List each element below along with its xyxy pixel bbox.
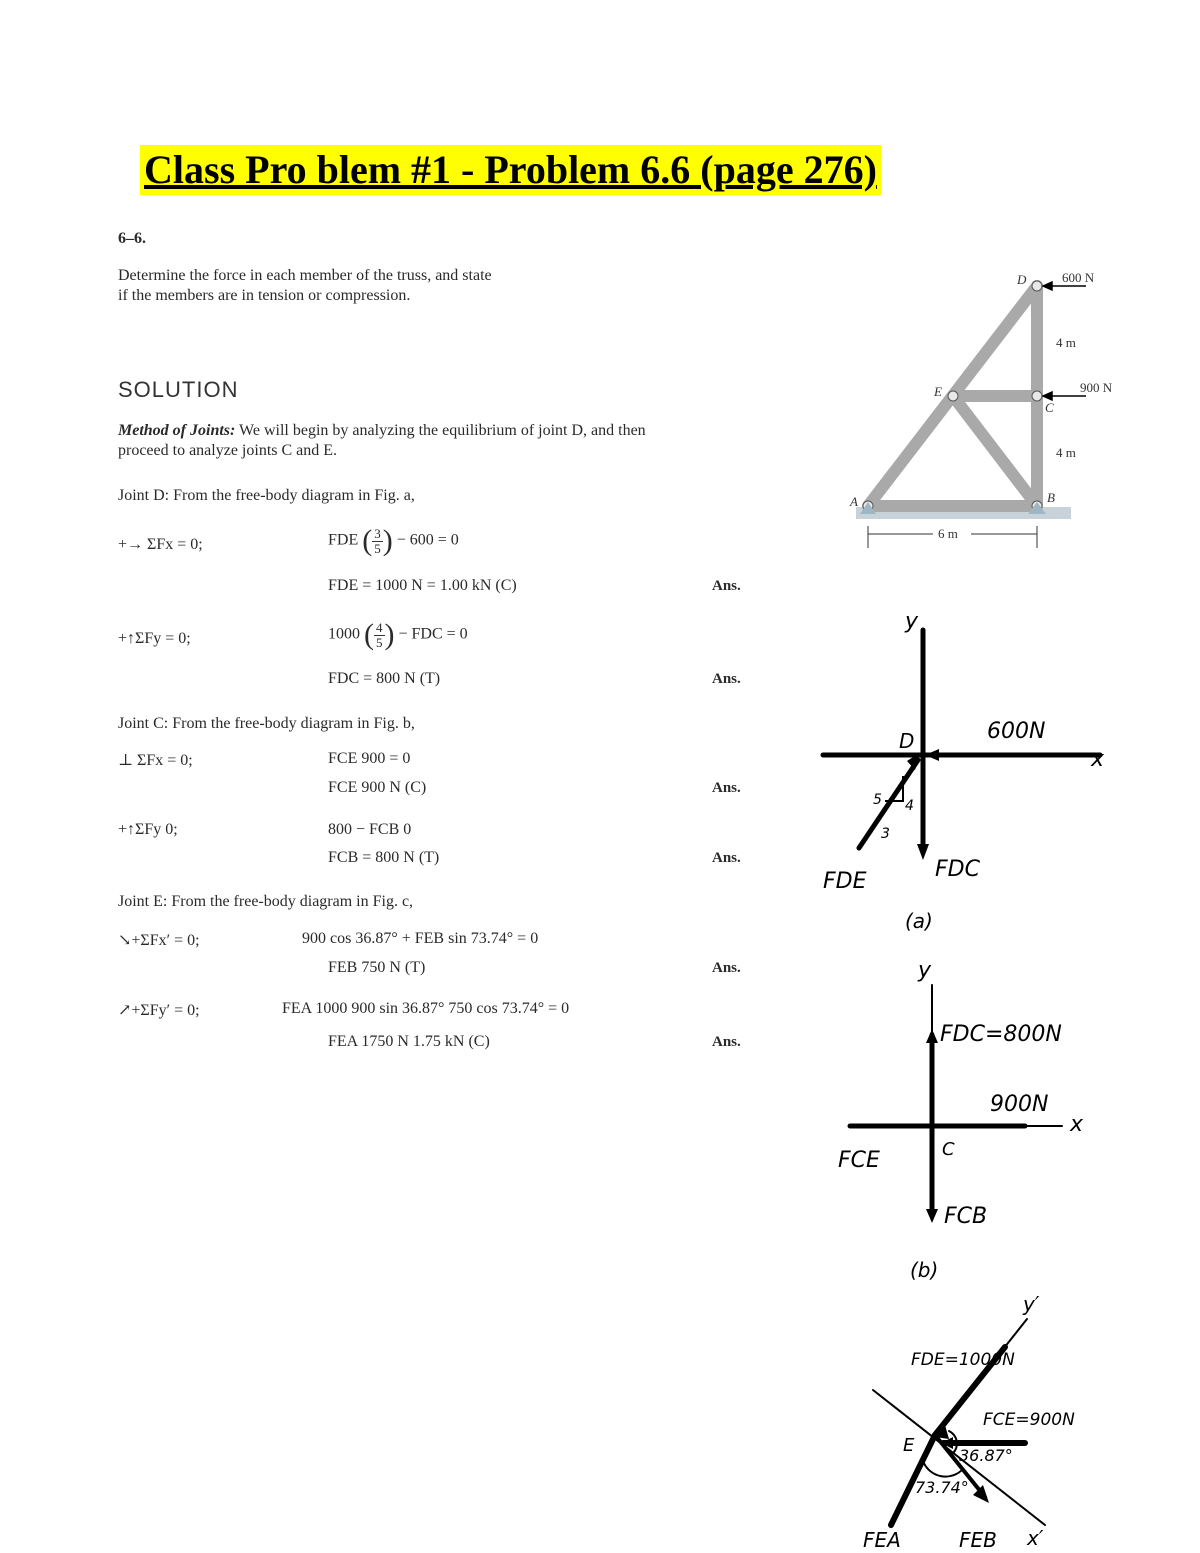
dim-width-label: 6 m [938, 526, 958, 541]
ans-label: Ans. [712, 780, 741, 796]
joint-c [1032, 391, 1042, 401]
eq-e-sumy-condition: ↗+ΣFy′ = 0; [118, 1002, 200, 1019]
joint-e-label: Joint E: From the free-body diagram in Fig. c, [118, 893, 414, 910]
fig-a-caption: (a) [905, 909, 933, 933]
fig-b-caption: (b) [910, 1258, 939, 1282]
f-cb-arrowhead [926, 1209, 938, 1223]
dim-bottom-label: 4 m [1056, 445, 1076, 460]
load-d-label: 600 N [1062, 270, 1095, 285]
fig-c-angle2: 73.74° [915, 1478, 969, 1497]
fig-a-tri-5: 5 [873, 792, 882, 808]
fig-c-angle1: 36.87° [959, 1446, 1013, 1465]
fig-b-y: y [918, 958, 932, 983]
fig-a-y: y [905, 609, 919, 634]
prompt-line-1: Determine the force in each member of the truss, and state [118, 267, 492, 284]
fig-c-f-eb: FEB [959, 1528, 997, 1550]
f-dc-arrowhead [917, 844, 929, 860]
problem-prompt [118, 266, 638, 306]
frac-4: 4 [376, 619, 383, 635]
eq-d-sumy-a: 1000 [328, 625, 360, 643]
eq-e-feb-result: FEB 750 N (T) [328, 959, 426, 976]
joint-d-label: Joint D: From the free-body diagram in Fig. a, [118, 487, 415, 504]
f-dc-arrowhead [926, 1029, 938, 1043]
node-c-label: C [1045, 400, 1054, 415]
fig-c-f-ea: FEA [863, 1528, 901, 1550]
fig-a-tri-3: 3 [881, 826, 890, 842]
fig-c-y: y′ [1023, 1292, 1040, 1316]
eq-e-sumx: 900 cos 36.87° + FEB sin 73.74° = 0 [302, 930, 539, 947]
method-text-1: We will begin by analyzing the equilibrium of joint D, and then [235, 422, 646, 439]
eq-c-sumx-condition: ⊥ ΣFx = 0; [118, 752, 193, 769]
method-paragraph [118, 421, 768, 461]
fig-a-joint: D [899, 729, 915, 753]
node-d-label: D [1017, 272, 1027, 287]
fig-a-tri-4: 4 [905, 798, 914, 814]
fbd-joint-c [830, 945, 1100, 1285]
prompt-line-2: if the members are in tension or compression. [118, 287, 411, 304]
joint-c-label: Joint C: From the free-body diagram in Fig. b, [118, 715, 415, 732]
fig-c-joint: E [903, 1435, 915, 1456]
node-e-label: E [934, 384, 942, 399]
eq-d-sumy: 1000 ( $\frac{4}{5}$ ) − FDC = 0 [328, 618, 468, 651]
eq-d-sumx-condition: +→ ΣFx = 0; [118, 536, 203, 553]
fig-b-x: x [1070, 1112, 1084, 1137]
dim-top-label: 4 m [1056, 335, 1076, 350]
fig-b-f-ce: FCE [838, 1148, 880, 1173]
method-text-2: proceed to analyze joints C and E. [118, 442, 338, 459]
ans-label: Ans. [712, 671, 741, 687]
eq-d-sumy-b: − FDC = 0 [398, 625, 468, 643]
eq-c-sumx: FCE 900 = 0 [328, 750, 411, 767]
load-arrowhead [925, 749, 939, 761]
fig-a-f-de: FDE [823, 869, 867, 894]
eq-e-sumy: FEA 1000 900 sin 36.87° 750 cos 73.74° = 0 [282, 1000, 570, 1017]
fig-c-x: x′ [1027, 1526, 1044, 1550]
joint-d [1032, 281, 1042, 291]
fig-c-f-de: FDE=1000N [911, 1350, 1015, 1370]
load-c-label: 900 N [1080, 380, 1113, 395]
ans-label: Ans. [712, 578, 741, 594]
eq-d-sumy-condition: +↑ΣFy = 0; [118, 630, 191, 647]
frac-5: 5 [374, 540, 381, 556]
member-eb [953, 396, 1037, 506]
joint-e [948, 391, 958, 401]
eq-d-fdc-result: FDC = 800 N (T) [328, 670, 441, 687]
arrow-head-d [1043, 282, 1052, 290]
fig-b-f-dc: FDC=800N [940, 1022, 1062, 1047]
page-title: Class Pro blem #1 - Problem 6.6 (page 276) [140, 145, 881, 195]
fig-b-joint: C [942, 1139, 955, 1160]
node-a-label: A [850, 494, 858, 509]
solution-heading: SOLUTION [118, 377, 239, 402]
ans-label: Ans. [712, 1034, 741, 1050]
eq-c-sumy: 800 − FCB 0 [328, 821, 412, 838]
ans-label: Ans. [712, 850, 741, 866]
fbd-joint-d [815, 598, 1115, 943]
fig-a-f-dc: FDC [935, 857, 980, 882]
eq-c-fcb-result: FCB = 800 N (T) [328, 849, 440, 866]
eq-d-fde-result: FDE = 1000 N = 1.00 kN (C) [328, 577, 517, 594]
frac-5b: 5 [376, 634, 383, 650]
fig-a-force: 600N [987, 719, 1046, 744]
fig-c-f-ce: FCE=900N [983, 1410, 1075, 1430]
eq-e-sumx-condition: ↘+ΣFx′ = 0; [118, 932, 200, 949]
problem-number: 6–6. [118, 230, 146, 247]
method-label: Method of Joints: [118, 422, 236, 439]
eq-d-sumx-b: − 600 = 0 [396, 531, 459, 549]
truss-figure [840, 262, 1130, 562]
eq-d-sumx-a: FDE [328, 531, 359, 549]
arrow-head-c [1043, 392, 1052, 400]
fig-a-x: x [1091, 747, 1105, 772]
fig-b-force: 900N [990, 1092, 1049, 1117]
fig-b-f-cb: FCB [944, 1204, 988, 1229]
fbd-joint-e [855, 1285, 1095, 1550]
ans-label: Ans. [712, 960, 741, 976]
eq-d-sumx: FDE ( $\frac{3}{5}$ ) − 600 = 0 [328, 524, 459, 557]
node-b-label: B [1047, 490, 1055, 505]
frac-3: 3 [374, 525, 381, 541]
eq-e-fea-result: FEA 1750 N 1.75 kN (C) [328, 1033, 490, 1050]
eq-c-fce-result: FCE 900 N (C) [328, 779, 427, 796]
eq-c-sumy-condition: +↑ΣFy 0; [118, 821, 178, 838]
